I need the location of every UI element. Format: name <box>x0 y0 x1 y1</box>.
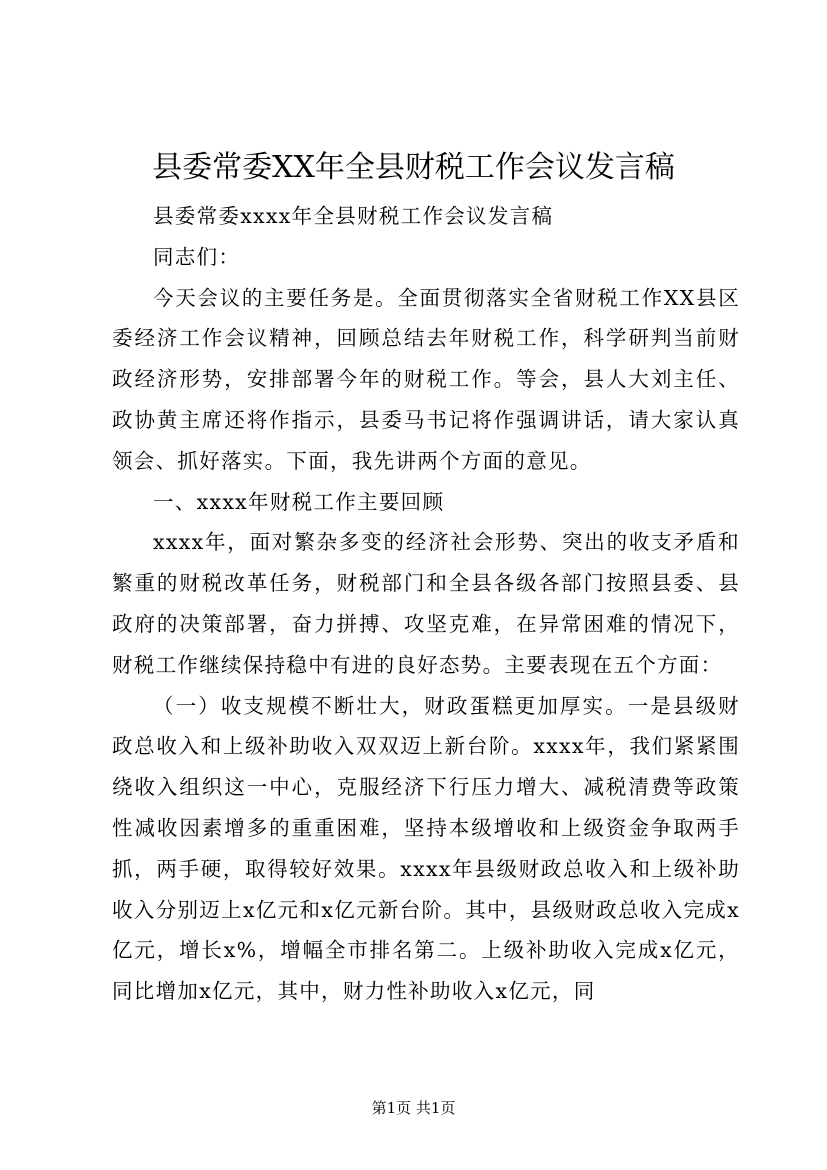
subtitle-paragraph: 县委常委xxxx年全县财税工作会议发言稿 <box>153 204 554 228</box>
section-heading: 一、xxxx年财税工作主要回顾 <box>153 489 445 514</box>
body-paragraph: xxxx年，面对繁杂多变的经济社会形势、突出的收支矛盾和繁重的财税改革任务，财税部门和全县各级各部门按照县委、县政府的决策部署，奋力拼搏、攻坚克难，在异常困难的情况下，财税工作继续保持稳中有进的良好态势。主要表现在五个方面： <box>112 530 740 677</box>
body-paragraph: 今天会议的主要任务是。全面贯彻落实全省财税工作XX县区委经济工作会议精神，回顾总结去年财税工作，科学研判当前财政经济形势，安排部署今年的财税工作。等会，县人大刘主任、政协黄主席还将作指示，县委马书记将作强调讲话，请大家认真领会、抓好落实。下面，我先讲两个方面的意见。 <box>112 285 740 473</box>
page-footer: 第1页 共1页 <box>371 1099 456 1117</box>
salutation-paragraph: 同志们： <box>153 244 241 269</box>
body-paragraph: （一）收支规模不断壮大，财政蛋糕更加厚实。一是县级财政总收入和上级补助收入双双迈上新台阶。xxxx年，我们紧紧围绕收入组织这一中心，克服经济下行压力增大、减税清费等政策性减收因素增多的重重困难，坚持本级增收和上级资金争取两手抓，两手硬，取得较好效果。xxxx年县级财政总收入和上级补助收入分别迈上x亿元和x亿元新台阶。其中，县级财政总收入完成x亿元，增长x%，增幅全市排名第二。上级补助收入完成x亿元，同比增加x亿元，其中，财力性补助收入x亿元，同 <box>112 693 740 1004</box>
document-body <box>112 196 740 1012</box>
document-title: 县委常委XX年全县财税工作会议发言稿 <box>152 150 675 185</box>
